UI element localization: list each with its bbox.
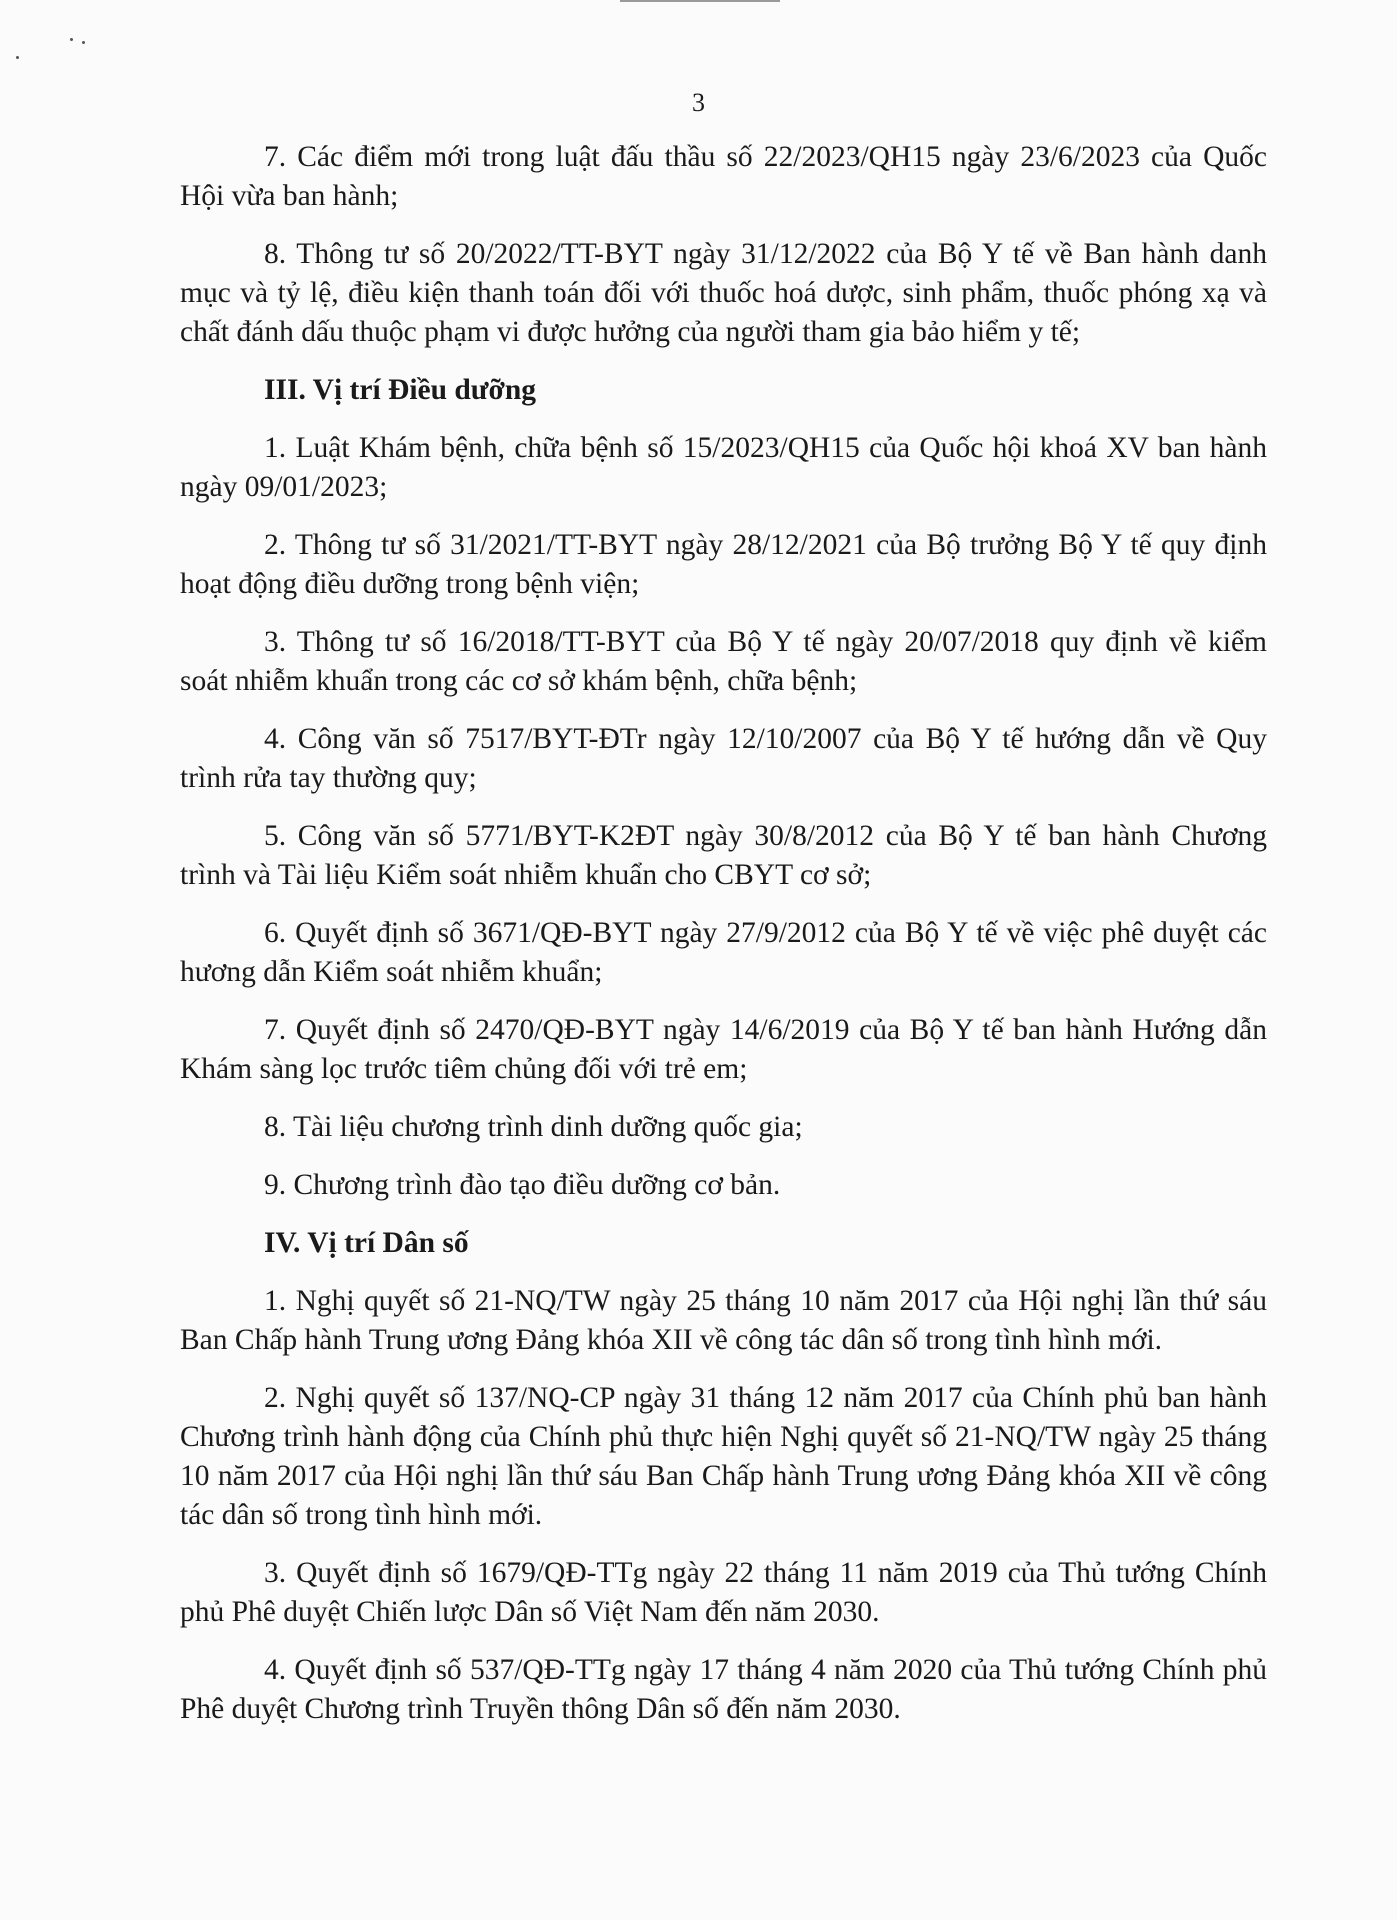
list-item-paragraph: 3. Quyết định số 1679/QĐ-TTg ngày 22 tháng 11 năm 2019 của Thủ tướng Chính phủ Phê duyệt Chiến lược Dân số Việt Nam đến năm 2030. xyxy=(180,1557,1267,1628)
list-item-paragraph: 4. Công văn số 7517/BYT-ĐTr ngày 12/10/2007 của Bộ Y tế hướng dẫn về Quy trình rửa tay thường quy; xyxy=(180,723,1267,794)
document-body xyxy=(180,138,1267,1748)
list-item-paragraph: 8. Tài liệu chương trình dinh dưỡng quốc gia; xyxy=(264,1111,803,1143)
scan-edge-mark xyxy=(620,0,780,2)
list-item-paragraph: 9. Chương trình đào tạo điều dưỡng cơ bản. xyxy=(264,1169,781,1201)
list-item-paragraph: 6. Quyết định số 3671/QĐ-BYT ngày 27/9/2012 của Bộ Y tế về việc phê duyệt các hương dẫn Kiểm soát nhiễm khuẩn; xyxy=(180,917,1267,988)
speck xyxy=(82,41,85,44)
scan-specks xyxy=(12,30,102,70)
list-item-paragraph: 2. Thông tư số 31/2021/TT-BYT ngày 28/12/2021 của Bộ trưởng Bộ Y tế quy định hoạt động điều dưỡng trong bệnh viện; xyxy=(180,529,1267,600)
list-item-paragraph: 2. Nghị quyết số 137/NQ-CP ngày 31 tháng 12 năm 2017 của Chính phủ ban hành Chương trình hành động của Chính phủ thực hiện Nghị quyết số 21-NQ/TW ngày 25 tháng 10 năm 2017 của Hội nghị lần thứ sáu Ban Chấp hành Trung ương Đảng khóa XII về công tác dân số trong tình hình mới. xyxy=(180,1382,1267,1531)
speck xyxy=(70,38,73,41)
page-number: 3 xyxy=(692,88,705,117)
section-heading: IV. Vị trí Dân số xyxy=(264,1227,469,1259)
list-item-paragraph: 4. Quyết định số 537/QĐ-TTg ngày 17 tháng 4 năm 2020 của Thủ tướng Chính phủ Phê duyệt Chương trình Truyền thông Dân số đến năm 2030. xyxy=(180,1654,1267,1725)
list-item-paragraph: 8. Thông tư số 20/2022/TT-BYT ngày 31/12/2022 của Bộ Y tế về Ban hành danh mục và tỷ lệ, điều kiện thanh toán đối với thuốc hoá dược, sinh phẩm, thuốc phóng xạ và chất đánh dấu thuộc phạm vi được hưởng của người tham gia bảo hiểm y tế; xyxy=(180,238,1267,348)
list-item-paragraph: 1. Nghị quyết số 21-NQ/TW ngày 25 tháng 10 năm 2017 của Hội nghị lần thứ sáu Ban Chấp hành Trung ương Đảng khóa XII về công tác dân số trong tình hình mới. xyxy=(180,1285,1267,1356)
list-item-paragraph: 7. Các điểm mới trong luật đấu thầu số 22/2023/QH15 ngày 23/6/2023 của Quốc Hội vừa ban hành; xyxy=(180,141,1267,212)
list-item-paragraph: 7. Quyết định số 2470/QĐ-BYT ngày 14/6/2019 của Bộ Y tế ban hành Hướng dẫn Khám sàng lọc trước tiêm chủng đối với trẻ em; xyxy=(180,1014,1267,1085)
section-heading: III. Vị trí Điều dưỡng xyxy=(264,374,536,406)
list-item-paragraph: 1. Luật Khám bệnh, chữa bệnh số 15/2023/QH15 của Quốc hội khoá XV ban hành ngày 09/01/2023; xyxy=(180,432,1267,503)
speck xyxy=(16,56,19,59)
list-item-paragraph: 3. Thông tư số 16/2018/TT-BYT của Bộ Y tế ngày 20/07/2018 quy định về kiểm soát nhiễm khuẩn trong các cơ sở khám bệnh, chữa bệnh; xyxy=(180,626,1267,697)
list-item-paragraph: 5. Công văn số 5771/BYT-K2ĐT ngày 30/8/2012 của Bộ Y tế ban hành Chương trình và Tài liệu Kiểm soát nhiễm khuẩn cho CBYT cơ sở; xyxy=(180,820,1267,891)
